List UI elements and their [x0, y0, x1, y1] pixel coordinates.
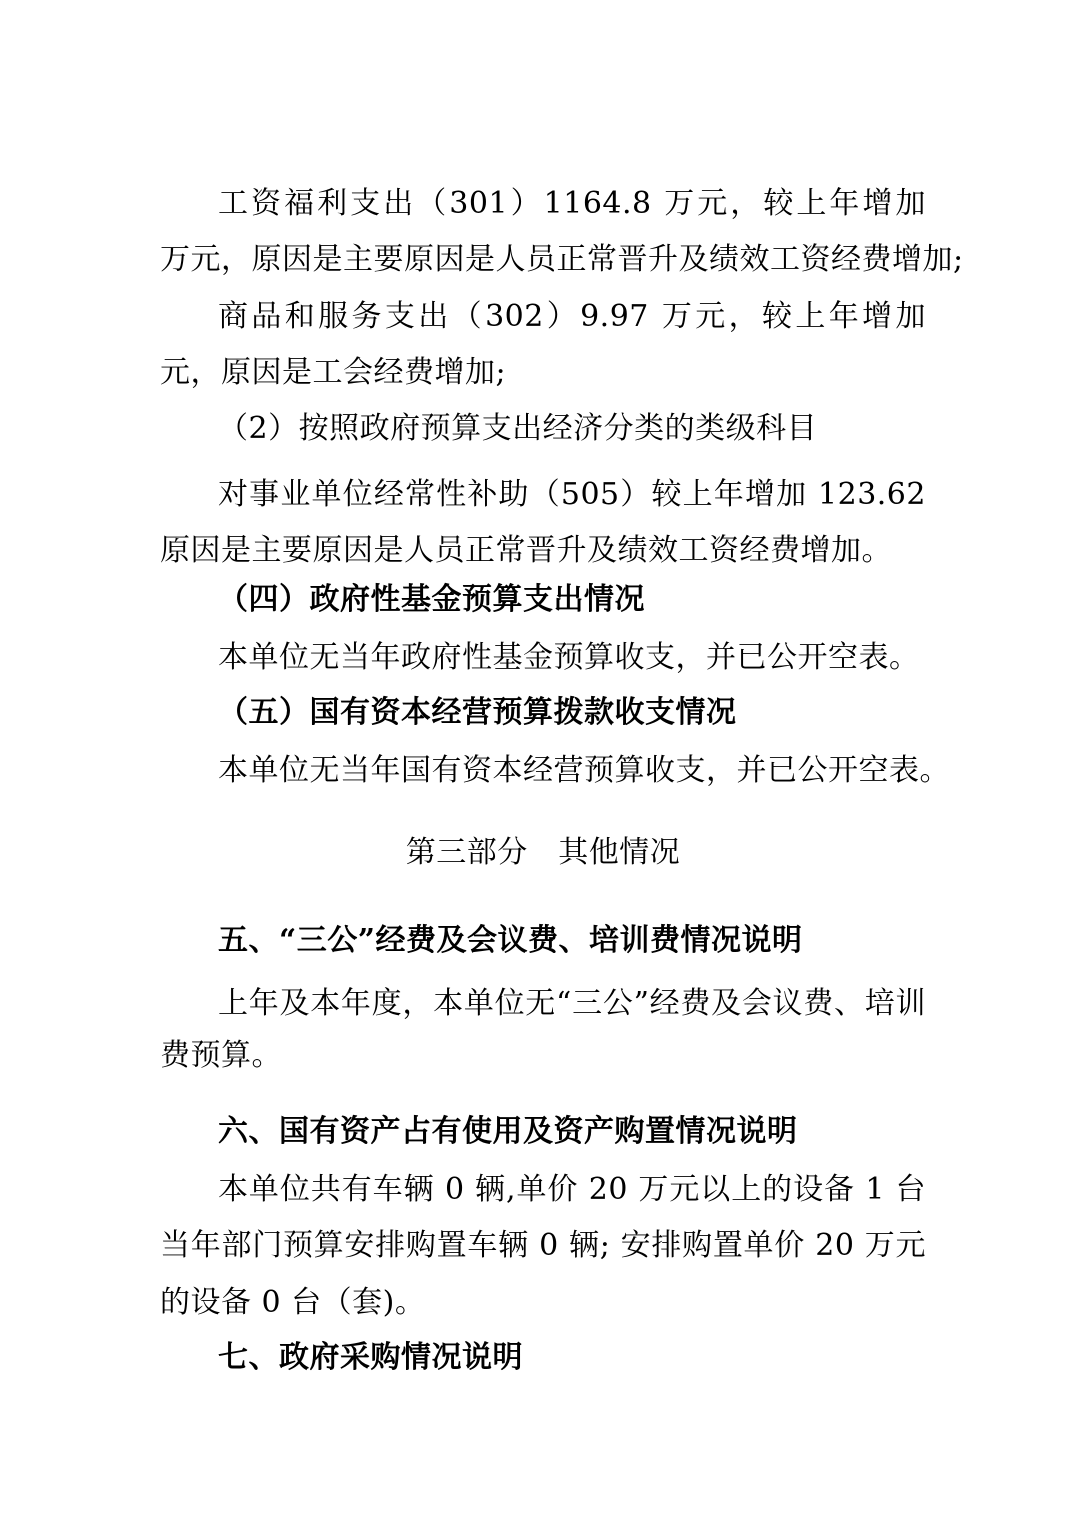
paragraph-line: 当年部门预算安排购置车辆 0 辆; 安排购置单价 20 万元 [160, 1228, 926, 1263]
section-heading: 五、“三公”经费及会议费、培训费情况说明 [218, 923, 803, 958]
sub-heading: （2）按照政府预算支出经济分类的类级科目 [218, 411, 818, 446]
part-title: 第三部分 其他情况 [405, 835, 681, 870]
section-heading: （五）国有资本经营预算拨款收支情况 [218, 695, 737, 730]
paragraph-line: 费预算。 [160, 1038, 282, 1073]
paragraph-line: 对事业单位经常性补助（505）较上年增加 123.62 [218, 477, 926, 512]
paragraph-line: 本单位无当年国有资本经营预算收支，并已公开空表。 [218, 753, 950, 788]
paragraph-line: 元，原因是工会经费增加; [160, 355, 507, 390]
section-heading: （四）政府性基金预算支出情况 [218, 582, 645, 617]
paragraph-line: 的设备 0 台（套)。 [160, 1285, 426, 1320]
paragraph-line: 万元，原因是主要原因是人员正常晋升及绩效工资经费增加; [160, 242, 964, 277]
paragraph-line: 上年及本年度，本单位无“三公”经费及会议费、培训 [218, 986, 926, 1021]
section-heading: 六、国有资产占有使用及资产购置情况说明 [218, 1114, 798, 1149]
paragraph-line: 工资福利支出（301）1164.8 万元，较上年增加 [218, 186, 926, 221]
paragraph-line: 商品和服务支出（302）9.97 万元，较上年增加 [218, 299, 926, 334]
section-heading: 七、政府采购情况说明 [218, 1340, 523, 1375]
paragraph-line: 原因是主要原因是人员正常晋升及绩效工资经费增加。 [160, 533, 892, 568]
paragraph-line: 本单位共有车辆 0 辆,单价 20 万元以上的设备 1 台 [218, 1172, 926, 1207]
paragraph-line: 本单位无当年政府性基金预算收支，并已公开空表。 [218, 640, 920, 675]
